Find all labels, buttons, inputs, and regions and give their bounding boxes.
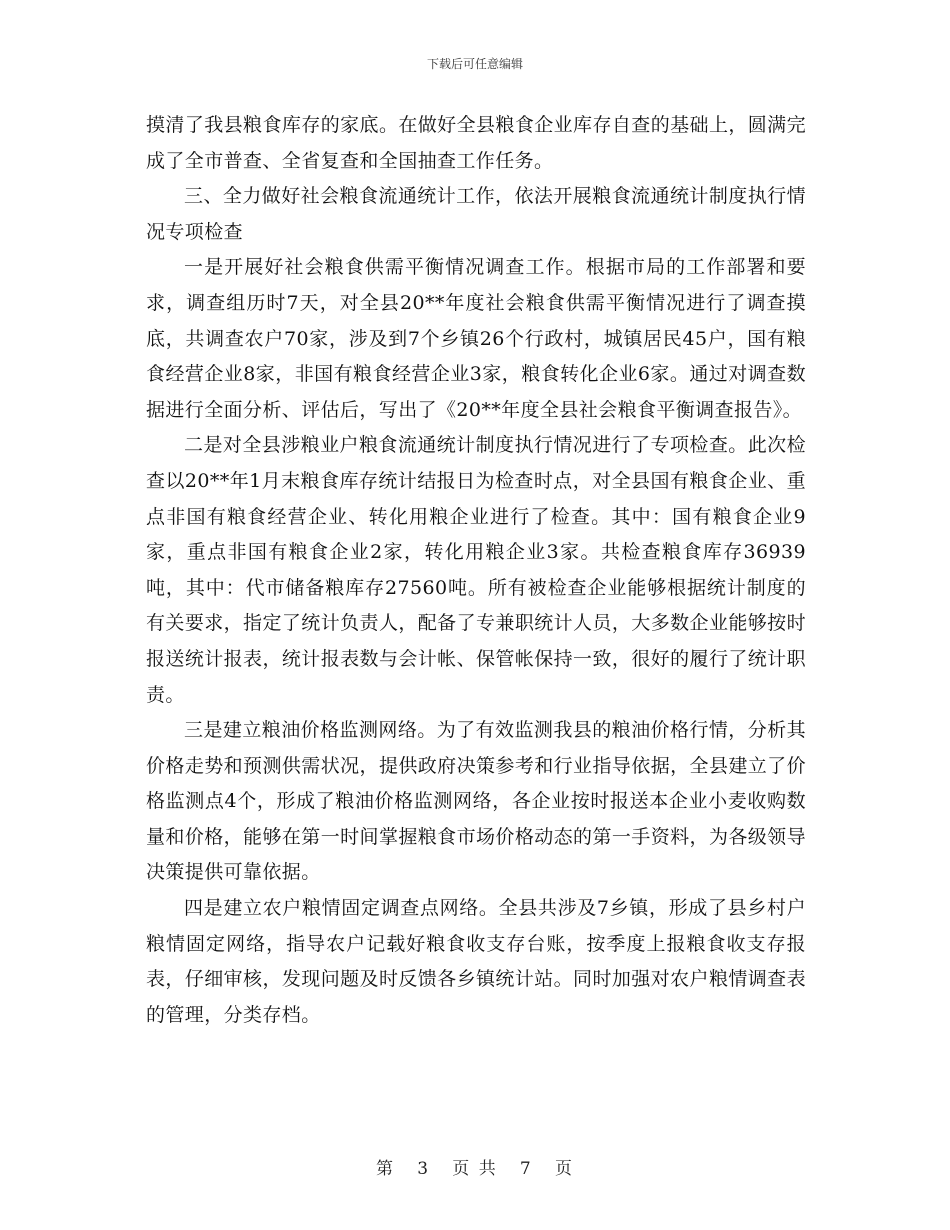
footer-prefix: 第 <box>376 1159 396 1179</box>
document-body <box>146 108 806 1033</box>
paragraph-4: 二是对全县涉粮业户粮食流通统计制度执行情况进行了专项检查。此次检查以20**年1月末粮食库存统计结报日为检查时点，对全县国有粮食企业、重点非国有粮食经营企业、转化用粮企业进行了检查。其中：国有粮食企业9家，重点非国有粮食企业2家，转化用粮企业3家。共检查粮食库存36939吨，其中：代市储备粮库存27560吨。所有被检查企业能够根据统计制度的有关要求，指定了统计负责人，配备了专兼职统计人员，大多数企业能够按时报送统计报表，统计报表数与会计帐、保管帐保持一致，很好的履行了统计职责。 <box>146 434 806 706</box>
footer-suffix: 页 <box>554 1159 574 1179</box>
paragraph-3: 一是开展好社会粮食供需平衡情况调查工作。根据市局的工作部署和要求，调查组历时7天，对全县20**年度社会粮食供需平衡情况进行了调查摸底，共调查农户70家，涉及到7个乡镇26个行政村，城镇居民45户，国有粮食经营企业8家，非国有粮食经营企业3家，粮食转化企业6家。通过对调查数据进行全面分析、评估后，写出了《20**年度全县社会粮食平衡调查报告》。 <box>146 256 806 421</box>
paragraph-2-section-heading: 三、全力做好社会粮食流通统计工作，依法开展粮食流通统计制度执行情况专项检查 <box>146 185 806 243</box>
footer-middle: 页 共 <box>452 1159 498 1179</box>
paragraph-5: 三是建立粮油价格监测网络。为了有效监测我县的粮油价格行情，分析其价格走势和预测供需状况，提供政府决策参考和行业指导依据，全县建立了价格监测点4个，形成了粮油价格监测网络，各企业按时报送本企业小麦收购数量和价格，能够在第一时间掌握粮食市场价格动态的第一手资料，为各级领导决策提供可靠依据。 <box>146 719 806 884</box>
page-footer <box>0 1154 950 1179</box>
footer-total-pages: 7 <box>519 1159 533 1179</box>
paragraph-6: 四是建立农户粮情固定调查点网络。全县共涉及7乡镇，形成了县乡村户粮情固定网络，指导农户记载好粮食收支存台账，按季度上报粮食收支存报表，仔细审核，发现问题及时反馈各乡镇统计站。同时加强对农户粮情调查表的管理，分类存档。 <box>146 897 806 1026</box>
footer-page-number: 3 <box>417 1159 431 1179</box>
paragraph-1: 摸清了我县粮食库存的家底。在做好全县粮食企业库存自查的基础上，圆满完成了全市普查、全省复查和全国抽查工作任务。 <box>146 114 806 172</box>
page-header: 下载后可任意编辑 <box>426 57 523 71</box>
